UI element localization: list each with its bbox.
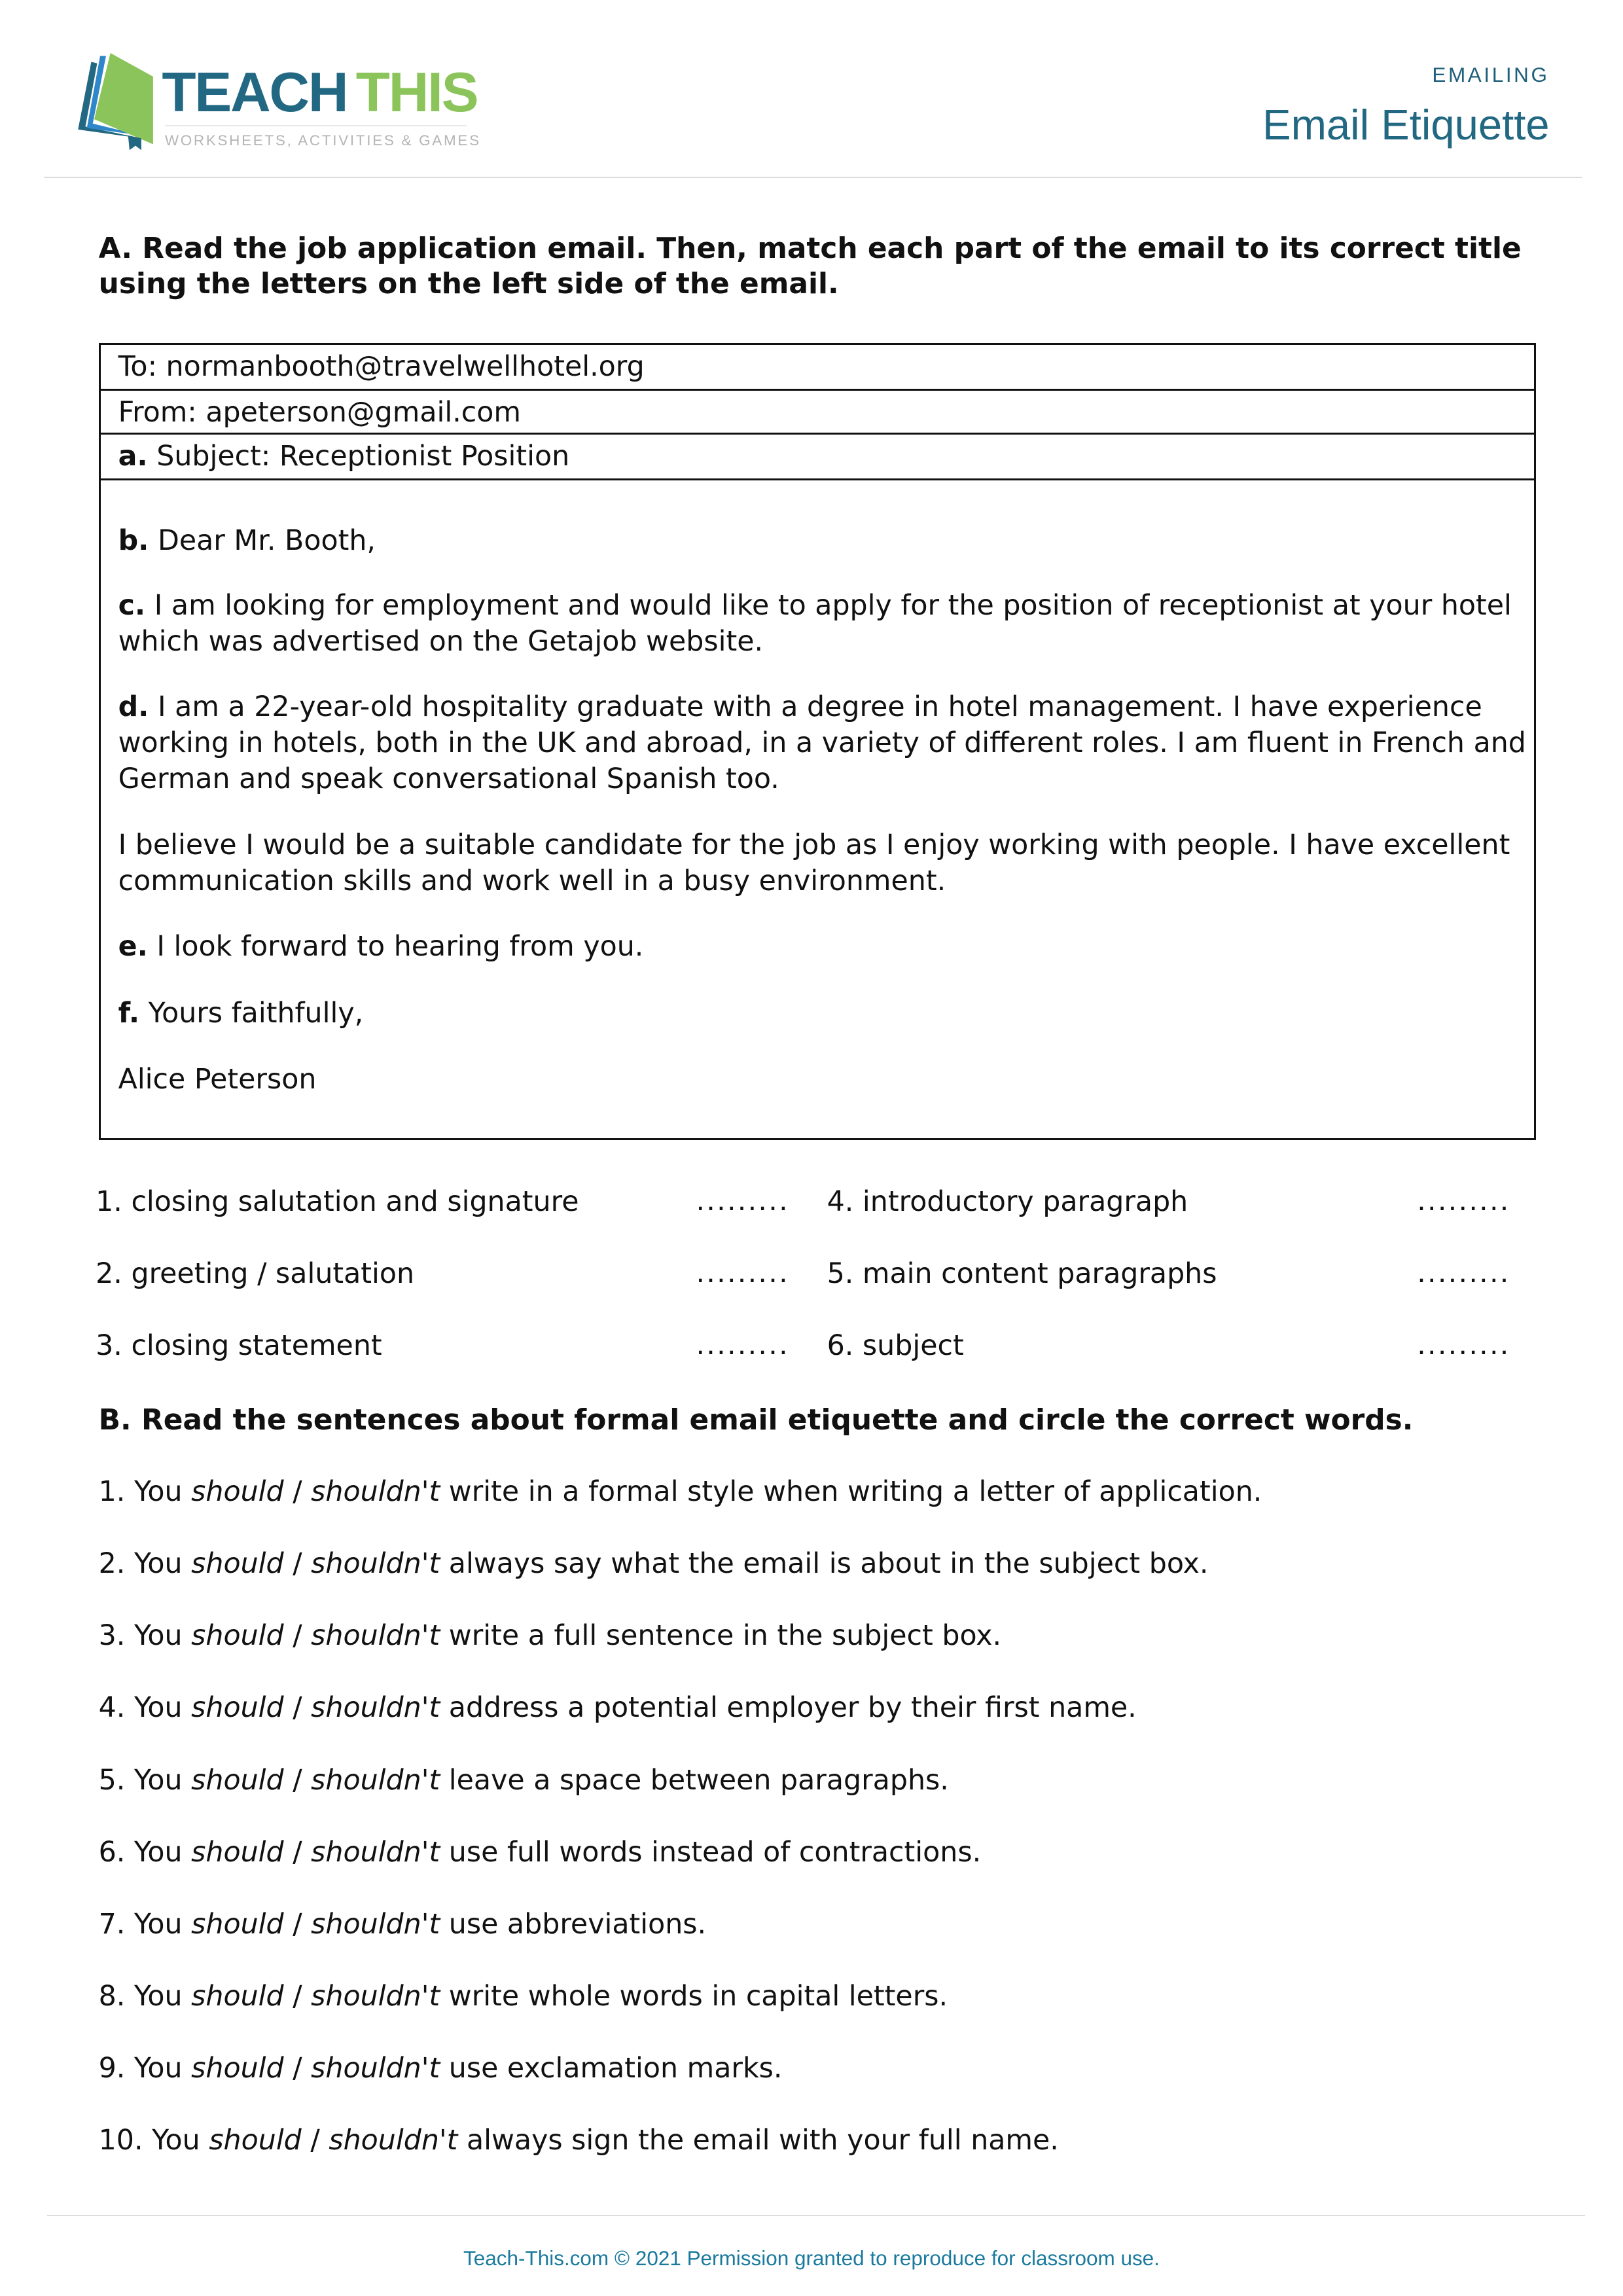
email-to: To: normanbooth@travelwellhotel.org — [101, 345, 1534, 391]
option-shouldnt[interactable]: shouldn't — [311, 1691, 440, 1725]
email-paragraph-d — [118, 689, 1531, 797]
paragraph-letter: b. — [118, 524, 149, 557]
match-item: 6. subject — [827, 1329, 964, 1363]
paragraph-text: I am looking for employment and would like to apply for the position of receptionist at your hotel which was advertised on the Getajob website. — [118, 588, 1512, 658]
answer-blank[interactable]: ......... — [1417, 1257, 1510, 1290]
sentence-prefix: 8. You — [98, 1980, 192, 2013]
option-shouldnt[interactable]: shouldn't — [311, 1475, 440, 1508]
option-separator: / — [283, 1547, 312, 1581]
option-should[interactable]: should — [191, 1980, 284, 2013]
sentence-prefix: 6. You — [98, 1835, 192, 1869]
email-paragraph-c — [118, 588, 1531, 660]
answer-blank[interactable]: ......... — [696, 1329, 789, 1362]
section-a-heading: A. Read the job application email. Then, match each part of the email to its correct title using the letters on the left side of the email. — [98, 231, 1522, 300]
email-paragraph-b — [118, 523, 1531, 559]
sentence-rest: write a full sentence in the subject box. — [440, 1619, 1002, 1653]
answer-blank[interactable]: ......... — [696, 1257, 789, 1290]
option-shouldnt[interactable]: shouldn't — [311, 1835, 440, 1869]
etiquette-sentence — [99, 1979, 948, 2015]
etiquette-sentence — [99, 1763, 949, 1799]
option-should[interactable]: should — [191, 1835, 284, 1869]
sentence-prefix: 2. You — [98, 1547, 192, 1581]
answer-blank[interactable]: ......... — [696, 1184, 789, 1217]
paragraph-text: Alice Peterson — [118, 1062, 317, 1096]
option-separator: / — [283, 1907, 312, 1941]
option-shouldnt[interactable]: shouldn't — [311, 1547, 440, 1581]
email-paragraph-d2 — [118, 827, 1531, 899]
match-item: 4. introductory paragraph — [827, 1185, 1188, 1218]
match-item: 5. main content paragraphs — [827, 1257, 1217, 1291]
paragraph-letter: e. — [118, 930, 148, 963]
option-separator: / — [283, 2052, 312, 2085]
option-shouldnt[interactable]: shouldn't — [311, 1619, 440, 1653]
logo-text-this: THIS — [355, 61, 478, 124]
paragraph-text: Dear Mr. Booth, — [149, 524, 376, 557]
option-shouldnt[interactable]: shouldn't — [311, 1907, 440, 1941]
etiquette-sentence — [99, 1475, 1262, 1510]
sentence-prefix: 5. You — [98, 1763, 192, 1797]
sentence-rest: use full words instead of contractions. — [440, 1835, 982, 1869]
etiquette-sentence — [99, 1907, 707, 1943]
paragraph-text: Yours faithfully, — [139, 996, 364, 1030]
header-divider — [44, 177, 1582, 178]
match-item: 1. closing salutation and signature — [96, 1185, 579, 1218]
answer-blank[interactable]: ......... — [1417, 1329, 1510, 1362]
option-shouldnt[interactable]: shouldn't — [311, 2052, 440, 2085]
option-separator: / — [283, 1835, 312, 1869]
sentence-rest: write whole words in capital letters. — [440, 1980, 948, 2013]
sentence-rest: use exclamation marks. — [440, 2052, 783, 2085]
page-title: Email Etiquette — [1262, 100, 1550, 149]
etiquette-sentence — [99, 1619, 1001, 1654]
option-separator: / — [283, 1980, 312, 2013]
option-shouldnt[interactable]: shouldn't — [311, 1980, 440, 2013]
etiquette-sentence — [99, 1547, 1209, 1582]
option-should[interactable]: should — [191, 2052, 284, 2085]
sentence-prefix: 7. You — [98, 1907, 192, 1941]
sentence-rest: address a potential employer by their first name. — [440, 1691, 1137, 1725]
paragraph-text: I look forward to hearing from you. — [147, 930, 644, 963]
email-paragraph-f — [118, 996, 1531, 1031]
option-should[interactable]: should — [191, 1691, 284, 1725]
sentence-prefix: 1. You — [98, 1475, 192, 1508]
option-should[interactable]: should — [191, 1475, 284, 1508]
sentence-rest: always sign the email with your full name. — [457, 2124, 1059, 2157]
answer-blank[interactable]: ......... — [1417, 1184, 1510, 1217]
paragraph-letter: c. — [118, 588, 146, 622]
section-b-heading: B. Read the sentences about formal email etiquette and circle the correct words. — [98, 1403, 1414, 1437]
option-separator: / — [283, 1475, 312, 1508]
sentence-prefix: 4. You — [98, 1691, 192, 1725]
etiquette-sentence — [99, 1835, 982, 1871]
email-subject — [101, 435, 1534, 480]
subject-letter: a. — [118, 440, 148, 473]
etiquette-sentence — [99, 2123, 1059, 2159]
option-should[interactable]: should — [191, 1763, 284, 1797]
option-should[interactable]: should — [209, 2124, 302, 2157]
etiquette-sentence — [99, 1691, 1137, 1726]
option-should[interactable]: should — [191, 1619, 284, 1653]
option-shouldnt[interactable]: shouldn't — [311, 1763, 440, 1797]
paragraph-text: I believe I would be a suitable candidate for the job as I enjoy working with people. I have excellent communication skills and work well in a busy environment. — [118, 829, 1510, 898]
sentence-rest: write in a formal style when writing a letter of application. — [440, 1475, 1262, 1508]
sentence-prefix: 3. You — [98, 1619, 192, 1653]
etiquette-sentence — [99, 2051, 783, 2087]
subject-text: Subject: Receptionist Position — [147, 440, 570, 473]
logo-text-teach: TEACH — [162, 61, 348, 124]
paragraph-letter: f. — [118, 996, 140, 1030]
sentence-prefix: 10. You — [98, 2124, 209, 2157]
option-separator: / — [283, 1619, 312, 1653]
sentence-rest: always say what the email is about in the subject box. — [440, 1547, 1209, 1581]
email-signature — [118, 1062, 1531, 1098]
footer-copyright: Teach-This.com © 2021 Permission granted to reproduce for classroom use. — [463, 2247, 1160, 2270]
sentence-prefix: 9. You — [98, 2052, 192, 2085]
book-icon — [77, 53, 159, 153]
email-from: From: apeterson@gmail.com — [101, 391, 1534, 435]
option-separator: / — [283, 1691, 312, 1725]
sentence-rest: use abbreviations. — [440, 1907, 707, 1941]
sentence-rest: leave a space between paragraphs. — [440, 1763, 949, 1797]
email-paragraph-e — [118, 929, 1531, 965]
option-should[interactable]: should — [191, 1547, 284, 1581]
paragraph-letter: d. — [118, 691, 149, 723]
logo-tagline: WORKSHEETS, ACTIVITIES & GAMES — [164, 132, 481, 149]
footer-divider — [47, 2215, 1585, 2216]
match-item: 3. closing statement — [96, 1329, 382, 1363]
email-box — [99, 343, 1536, 1140]
option-shouldnt[interactable]: shouldn't — [329, 2124, 458, 2157]
match-item: 2. greeting / salutation — [96, 1257, 415, 1291]
option-separator: / — [283, 1763, 312, 1797]
category-label: EMAILING — [1432, 63, 1550, 86]
paragraph-text: I am a 22-year-old hospitality graduate with a degree in hotel management. I have experience working in hotels, both in the UK and abroad, in a variety of different roles. I am fluent in French and German and speak conversational Spanish too. — [118, 691, 1526, 796]
option-should[interactable]: should — [191, 1907, 284, 1941]
option-separator: / — [301, 2124, 329, 2157]
